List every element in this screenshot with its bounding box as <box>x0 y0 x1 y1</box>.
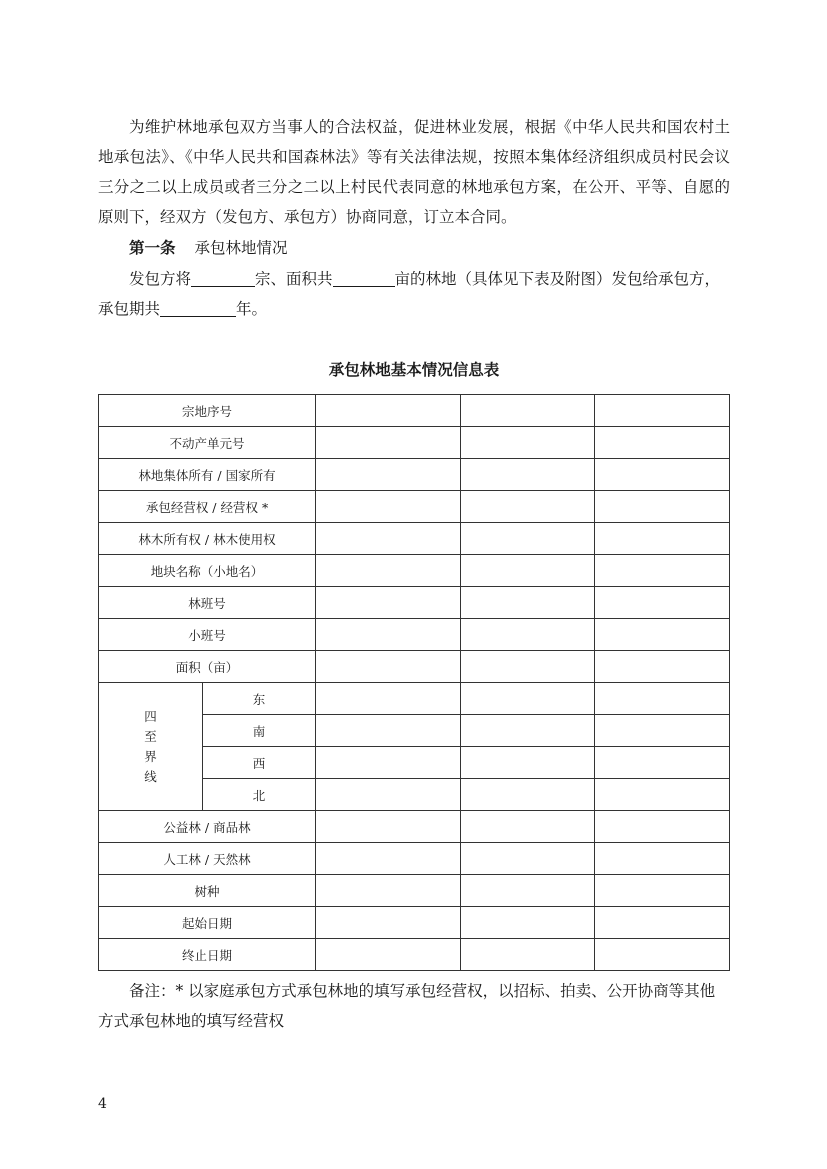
table-cell[interactable] <box>595 715 730 747</box>
article-1-title: 承包林地情况 <box>194 239 288 257</box>
table-cell[interactable] <box>461 587 595 619</box>
table-row <box>99 427 730 459</box>
row-label: 林木所有权 / 林木使用权 <box>99 523 316 555</box>
table-cell[interactable] <box>316 491 461 523</box>
row-label: 树种 <box>99 875 316 907</box>
table-cell[interactable] <box>461 651 595 683</box>
article-1-text-3: 亩的林地（具体见下表及附图）发包给承包方，承包期共 <box>98 270 721 318</box>
table-cell[interactable] <box>316 587 461 619</box>
table-row <box>99 395 730 427</box>
table-cell[interactable] <box>461 811 595 843</box>
table-cell[interactable] <box>595 523 730 555</box>
row-label: 人工林 / 天然林 <box>99 843 316 875</box>
table-cell[interactable] <box>595 683 730 715</box>
table-row <box>99 523 730 555</box>
row-label: 起始日期 <box>99 907 316 939</box>
intro-paragraph: 为维护林地承包双方当事人的合法权益，促进林业发展，根据《中华人民共和国农村土地承包法》、《中华人民共和国森林法》等有关法律法规，按照本集体经济组织成员村民会议三分之二以上成员或者三分之二以上村民代表同意的林地承包方案，在公开、平等、自愿的原则下，经双方（发包方、承包方）协商同意，订立本合同。 <box>98 118 730 226</box>
article-1-paragraph <box>98 264 730 324</box>
table-cell[interactable] <box>461 843 595 875</box>
article-1-text-2: 宗、面积共 <box>255 270 333 288</box>
boundary-east: 东 <box>203 683 316 715</box>
table-cell[interactable] <box>316 619 461 651</box>
table-cell[interactable] <box>316 651 461 683</box>
boundary-north: 北 <box>203 779 316 811</box>
table-row <box>99 651 730 683</box>
table-cell[interactable] <box>316 875 461 907</box>
table-row <box>99 939 730 971</box>
table-cell[interactable] <box>595 427 730 459</box>
table-cell[interactable] <box>461 555 595 587</box>
table-cell[interactable] <box>461 747 595 779</box>
table-cell[interactable] <box>595 747 730 779</box>
table-cell[interactable] <box>316 747 461 779</box>
article-1-number: 第一条 <box>129 239 176 257</box>
row-label: 小班号 <box>99 619 316 651</box>
boundary-label-char: 四 <box>144 708 157 724</box>
row-label: 公益林 / 商品林 <box>99 811 316 843</box>
table-row <box>99 811 730 843</box>
row-label: 终止日期 <box>99 939 316 971</box>
table-cell[interactable] <box>595 459 730 491</box>
boundary-west: 西 <box>203 747 316 779</box>
table-row <box>99 459 730 491</box>
area-blank[interactable] <box>333 268 395 287</box>
row-label: 面积（亩） <box>99 651 316 683</box>
row-label: 林地集体所有 / 国家所有 <box>99 459 316 491</box>
table-row <box>99 907 730 939</box>
table-cell[interactable] <box>461 907 595 939</box>
page-number: 4 <box>98 1096 107 1112</box>
article-1-heading <box>129 233 287 263</box>
row-label: 不动产单元号 <box>99 427 316 459</box>
article-1-text-4: 年。 <box>236 300 268 318</box>
table-cell[interactable] <box>595 587 730 619</box>
table-cell[interactable] <box>461 427 595 459</box>
boundary-south: 南 <box>203 715 316 747</box>
table-cell[interactable] <box>316 459 461 491</box>
parcel-count-blank[interactable] <box>191 268 255 287</box>
table-row <box>99 875 730 907</box>
row-label: 地块名称（小地名） <box>99 555 316 587</box>
table-cell[interactable] <box>461 523 595 555</box>
table-row <box>99 491 730 523</box>
table-cell[interactable] <box>595 907 730 939</box>
table-cell[interactable] <box>461 491 595 523</box>
table-cell[interactable] <box>316 907 461 939</box>
table-cell[interactable] <box>595 619 730 651</box>
table-row <box>99 619 730 651</box>
table-cell[interactable] <box>316 843 461 875</box>
table-row <box>99 843 730 875</box>
boundary-label <box>99 683 203 811</box>
row-label: 林班号 <box>99 587 316 619</box>
table-cell[interactable] <box>595 555 730 587</box>
row-label: 宗地序号 <box>99 395 316 427</box>
table-cell[interactable] <box>595 811 730 843</box>
table-cell[interactable] <box>461 395 595 427</box>
table-cell[interactable] <box>595 875 730 907</box>
table-cell[interactable] <box>461 459 595 491</box>
article-1-text-1: 发包方将 <box>129 270 192 288</box>
boundary-label-char: 至 <box>144 728 157 744</box>
table-row <box>99 683 730 715</box>
table-cell[interactable] <box>595 779 730 811</box>
table-cell[interactable] <box>461 715 595 747</box>
table-cell[interactable] <box>595 491 730 523</box>
table-title: 承包林地基本情况信息表 <box>328 361 500 379</box>
table-cell[interactable] <box>461 875 595 907</box>
table-cell[interactable] <box>316 427 461 459</box>
table-row <box>99 555 730 587</box>
table-cell[interactable] <box>461 619 595 651</box>
table-cell[interactable] <box>461 683 595 715</box>
table-cell[interactable] <box>316 715 461 747</box>
table-cell[interactable] <box>316 395 461 427</box>
table-cell[interactable] <box>595 939 730 971</box>
table-cell[interactable] <box>316 555 461 587</box>
table-row <box>99 587 730 619</box>
table-cell[interactable] <box>316 683 461 715</box>
table-cell[interactable] <box>595 395 730 427</box>
table-cell[interactable] <box>316 939 461 971</box>
table-note: 备注：* 以家庭承包方式承包林地的填写承包经营权，以招标、拍卖、公开协商等其他方式承包林地的填写经营权 <box>98 982 716 1030</box>
table-cell[interactable] <box>461 779 595 811</box>
table-cell[interactable] <box>316 811 461 843</box>
boundary-label-char: 线 <box>144 768 157 784</box>
boundary-label-char: 界 <box>144 748 157 764</box>
row-label: 承包经营权 / 经营权 * <box>99 491 316 523</box>
table-cell[interactable] <box>595 651 730 683</box>
forest-land-info-table <box>98 394 730 971</box>
table-cell[interactable] <box>595 843 730 875</box>
table-cell[interactable] <box>461 939 595 971</box>
table-cell[interactable] <box>316 779 461 811</box>
term-years-blank[interactable] <box>160 298 236 317</box>
table-cell[interactable] <box>316 523 461 555</box>
